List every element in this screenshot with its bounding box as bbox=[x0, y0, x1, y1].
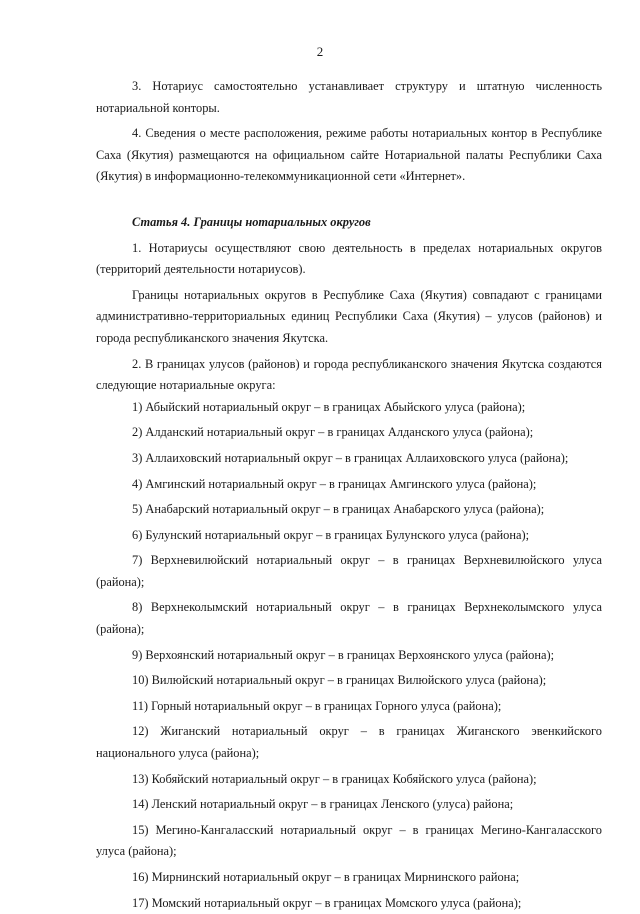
list-item: 4) Амгинский нотариальный округ – в границах Амгинского улуса (района); bbox=[132, 476, 537, 491]
list-item: 1) Абыйский нотариальный округ – в границах Абыйского улуса (района); bbox=[132, 399, 526, 414]
article-paragraph: 1. Нотариусы осуществляют свою деятельность в пределах нотариальных округов (территорий деятельности нотариусов). bbox=[96, 240, 602, 277]
article-paragraph: 2. В границах улусов (районов) и города республиканского значения Якутска создаются следующие нотариальные округа: bbox=[96, 356, 602, 393]
list-item: 3) Аллаиховский нотариальный округ – в границах Аллаиховского улуса (района); bbox=[132, 450, 569, 465]
article-title: Статья 4. Границы нотариальных округов bbox=[132, 214, 371, 229]
list-item: 7) Верхневилюйский нотариальный округ – в границах Верхневилюйского улуса (района); bbox=[96, 553, 602, 589]
list-item: 16) Мирнинский нотариальный округ – в границах Мирнинского района; bbox=[132, 870, 520, 884]
paragraph-4: 4. Сведения о месте расположения, режиме работы нотариальных контор в Республике Саха (Якутия) размещаются на официальном сайте Нотариальной палаты Республики Саха (Якутия) в информационно-телекоммуникационной сети «Интернет». bbox=[96, 126, 602, 184]
list-item: 8) Верхнеколымский нотариальный округ – в границах Верхнеколымского улуса (района); bbox=[96, 600, 602, 637]
list-item: 12) Жиганский нотариальный округ – в границах Жиганского эвенкийского национального улуса (района); bbox=[96, 724, 602, 761]
list-item: 9) Верхоянский нотариальный округ – в границах Верхоянского улуса (района); bbox=[132, 647, 555, 662]
list-item: 11) Горный нотариальный округ – в границах Горного улуса (района); bbox=[132, 698, 502, 713]
page-number: 2 bbox=[316, 44, 324, 59]
list-item: 6) Булунский нотариальный округ – в границах Булунского улуса (района); bbox=[132, 527, 530, 542]
list-item: 17) Момский нотариальный округ – в границах Момского улуса (района); bbox=[132, 895, 522, 910]
list-item: 13) Кобяйский нотариальный округ – в границах Кобяйского улуса (района); bbox=[132, 771, 537, 786]
list-item: 2) Алданский нотариальный округ – в границах Алданского улуса (района); bbox=[132, 425, 534, 440]
article-paragraph: Границы нотариальных округов в Республике Саха (Якутия) совпадают с границами административно-территориальных единиц Республики Саха (Якутия) – улусов (районов) и города республиканского значения Якутска. bbox=[96, 287, 602, 345]
document-body bbox=[96, 76, 602, 914]
list-item: 10) Вилюйский нотариальный округ – в границах Вилюйского улуса (района); bbox=[132, 673, 547, 688]
list-item: 14) Ленский нотариальный округ – в границах Ленского (улуса) района; bbox=[132, 797, 514, 812]
list-item: 15) Мегино-Кангаласский нотариальный округ – в границах Мегино-Кангаласского улуса (района); bbox=[96, 822, 602, 859]
list-item: 5) Анабарский нотариальный округ – в границах Анабарского улуса (района); bbox=[132, 502, 545, 517]
district-list bbox=[96, 397, 602, 914]
paragraph-3: 3. Нотариус самостоятельно устанавливает структуру и штатную численность нотариальной конторы. bbox=[96, 79, 602, 115]
